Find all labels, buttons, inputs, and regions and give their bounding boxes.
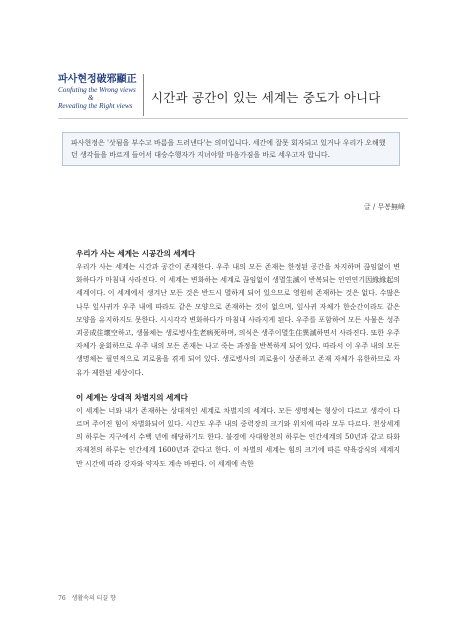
page-number: 76 bbox=[58, 595, 66, 602]
header-divider bbox=[143, 74, 144, 116]
intro-text: 파사현정은 '삿됨을 부수고 바름을 드러낸다'는 의미입니다. 세간에 잘못 회자되고 있거나 우리가 오해했던 생각들을 바르게 들어서 대승수행자가 지녀야할 마음가짐을 바로 세우고자 합니다. bbox=[71, 139, 386, 159]
section bbox=[76, 247, 400, 380]
page-footer bbox=[58, 593, 116, 602]
section-paragraph: 우리가 사는 세계는 시간과 공간이 존재한다. 우주 내의 모든 존재는 한정된 공간을 차지하며 끊임없이 변화하다가 마침내 사라진다. 이 세계는 변화하는 세계로 끊임없이 생멸生滅이 반복되는 인연연기因緣緣起의 세계이다. 이 세계에서 생겨난 모든 것은 반드시 멸하게 되어 있으므로 영원히 존재하는 것은 없다. 수많은 나무 잎사귀가 우주 내에 따라도 같은 모양으로 존재하는 것이 없으며, 잎사귀 자체가 한순간이라도 같은 모양을 유지하지도 못한다. 시시각각 변화하다가 마침내 사라지게 된다. 우주를 포함하여 모든 사물은 성주괴공成住壞空하고, 생물체는 생로병사生老病死하며, 의식은 생주이멸生住異滅하면서 사라진다. 또한 우주 자체가 윤회하므로 우주 내의 모든 존재는 나고 죽는 과정을 반복하게 되어 있다. 따라서 이 우주 내의 모든 생명체는 필연적으로 괴로움을 겪게 되어 있다. 생로병사의 괴로움이 상존하고 존재 자체가 유한하므로 자유가 제한된 세상이다. bbox=[76, 263, 400, 377]
article-header bbox=[58, 74, 408, 116]
series-label bbox=[58, 74, 136, 110]
header-rule bbox=[58, 118, 408, 119]
series-subtitle-line1: Confuting the Wrong views bbox=[58, 86, 136, 94]
series-title: 파사현정破邪顯正 bbox=[58, 74, 137, 85]
series-subtitle-line2: Revealing the Right views bbox=[58, 102, 133, 110]
magazine-name: 생활속의 티끌 향 bbox=[71, 595, 116, 602]
article-body bbox=[76, 247, 400, 482]
section-heading: 우리가 사는 세계는 시공간의 세계다 bbox=[76, 249, 196, 258]
section-paragraph: 이 세계는 너와 내가 존재하는 상대적인 세계로 차별지의 세계다. 모든 생명체는 형상이 다르고 생각이 다르며 주어진 힘이 차별화되어 있다. 시간도 우주 내의 중력장의 크기와 위치에 따라 모두 다르다. 천상세계의 하루는 지구에서 수백 년에 해당하기도 한다. 불경에 사대왕천의 하루는 인간세계의 50년과 같고 타화자재천의 하루는 인간세계 1600년과 같다고 한다. 이 차별의 세계는 힘의 크기에 따른 약육강식의 세계지만 시간에 따라 강자와 약자도 계속 바뀐다. 이 세계에 속한 bbox=[76, 406, 400, 468]
section-heading: 이 세계는 상대적 차별지의 세계다 bbox=[76, 392, 188, 402]
section bbox=[76, 391, 400, 471]
series-subtitle-ampersand: & bbox=[88, 94, 94, 102]
author-line: 글 / 무봉無峰 bbox=[363, 203, 405, 211]
intro-box bbox=[62, 132, 400, 166]
article-title: 시간과 공간이 있는 세계는 중도가 아니다 bbox=[151, 90, 381, 105]
